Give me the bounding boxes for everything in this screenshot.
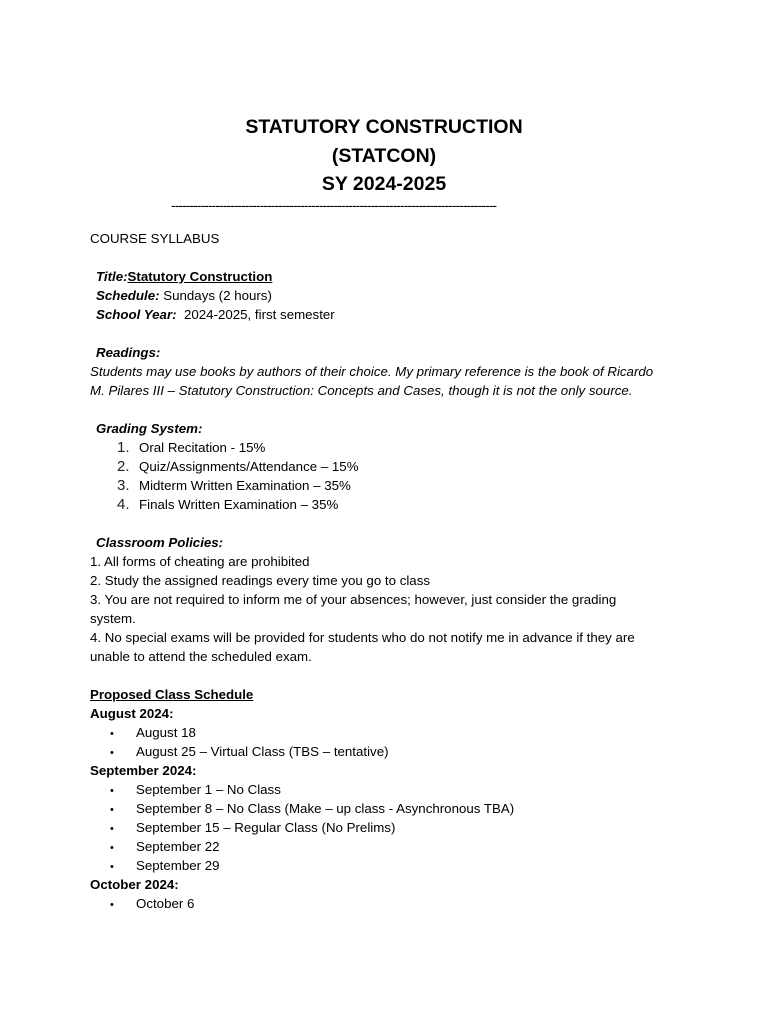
month-list bbox=[90, 780, 690, 875]
schedule-item bbox=[90, 780, 690, 799]
month-label: October 2024: bbox=[90, 877, 179, 892]
grading-item bbox=[90, 457, 690, 476]
title-row bbox=[90, 267, 690, 286]
schedule-item-text: August 25 – Virtual Class (TBS – tentative) bbox=[136, 744, 389, 759]
schedule-item-text: September 29 bbox=[136, 858, 220, 873]
document-abbreviation: (STATCON) bbox=[331, 144, 437, 167]
schedule-item bbox=[90, 894, 690, 913]
header-divider: ---------------------------------------------------------------------------------------- bbox=[171, 198, 497, 213]
grading-item-text: Midterm Written Examination – 35% bbox=[139, 478, 351, 493]
document-title: STATUTORY CONSTRUCTION bbox=[245, 116, 523, 138]
policy-item-continued: system. bbox=[90, 611, 136, 626]
policy-item-continued: unable to attend the scheduled exam. bbox=[90, 649, 312, 664]
schedule-item-text: October 6 bbox=[136, 896, 195, 911]
bullet-icon: • bbox=[110, 728, 114, 740]
grading-item bbox=[90, 476, 690, 495]
bullet-icon: • bbox=[110, 899, 114, 911]
month-list bbox=[90, 894, 690, 913]
schedule-item bbox=[90, 837, 690, 856]
policy-item: 1. All forms of cheating are prohibited bbox=[90, 554, 310, 569]
bullet-icon: • bbox=[110, 842, 114, 854]
schedule-item-text: September 22 bbox=[136, 839, 220, 854]
schedule-item bbox=[90, 723, 690, 742]
schedule-item-text: September 8 – No Class (Make – up class - Asynchronous TBA) bbox=[136, 801, 515, 816]
school-year-label: School Year: bbox=[96, 307, 177, 322]
grading-item-text: Oral Recitation - 15% bbox=[139, 440, 266, 455]
policy-item: 2. Study the assigned readings every time you go to class bbox=[90, 573, 430, 588]
schedule-item-text: September 1 – No Class bbox=[136, 782, 281, 797]
grading-list bbox=[90, 438, 690, 514]
title-value: Statutory Construction bbox=[127, 269, 273, 284]
bullet-icon: • bbox=[110, 785, 114, 797]
title-label: Title: bbox=[96, 269, 128, 284]
grading-item bbox=[90, 438, 690, 457]
month-label: August 2024: bbox=[90, 706, 174, 721]
schedule-value: Sundays (2 hours) bbox=[159, 288, 272, 303]
list-number: 4. bbox=[117, 496, 130, 513]
schedule-heading: Proposed Class Schedule bbox=[90, 687, 254, 702]
policy-item: 3. You are not required to inform me of your absences; however, just consider the grading bbox=[90, 592, 617, 607]
schedule-row bbox=[90, 286, 690, 305]
document-body bbox=[90, 229, 690, 913]
bullet-icon: • bbox=[110, 804, 114, 816]
readings-text-line: Students may use books by authors of their choice. My primary reference is the book of Ricardo bbox=[90, 364, 654, 379]
list-number: 1. bbox=[117, 439, 130, 456]
month-list bbox=[90, 723, 690, 761]
grading-item-text: Finals Written Examination – 35% bbox=[139, 497, 339, 512]
school-year-value: 2024-2025, first semester bbox=[176, 307, 335, 322]
schedule-item bbox=[90, 799, 690, 818]
list-number: 2. bbox=[117, 458, 130, 475]
policies-label: Classroom Policies: bbox=[96, 535, 224, 550]
readings-text-line: M. Pilares III – Statutory Construction: Concepts and Cases, though it is not the only source. bbox=[90, 383, 633, 398]
bullet-icon: • bbox=[110, 861, 114, 873]
grading-item bbox=[90, 495, 690, 514]
school-year-row bbox=[90, 305, 690, 324]
schedule-item-text: August 18 bbox=[136, 725, 196, 740]
month-label: September 2024: bbox=[90, 763, 197, 778]
schedule-item bbox=[90, 856, 690, 875]
school-year-heading: SY 2024-2025 bbox=[321, 173, 447, 195]
bullet-icon: • bbox=[110, 747, 114, 759]
document-header bbox=[0, 113, 768, 199]
readings-label: Readings: bbox=[96, 345, 161, 360]
schedule-item bbox=[90, 742, 690, 761]
schedule-item bbox=[90, 818, 690, 837]
schedule-item-text: September 15 – Regular Class (No Prelims) bbox=[136, 820, 396, 835]
syllabus-label: COURSE SYLLABUS bbox=[90, 231, 220, 246]
policy-item: 4. No special exams will be provided for students who do not notify me in advance if they are bbox=[90, 630, 635, 645]
list-number: 3. bbox=[117, 477, 130, 494]
grading-item-text: Quiz/Assignments/Attendance – 15% bbox=[139, 459, 359, 474]
bullet-icon: • bbox=[110, 823, 114, 835]
schedule-label: Schedule: bbox=[96, 288, 160, 303]
grading-label: Grading System: bbox=[96, 421, 203, 436]
